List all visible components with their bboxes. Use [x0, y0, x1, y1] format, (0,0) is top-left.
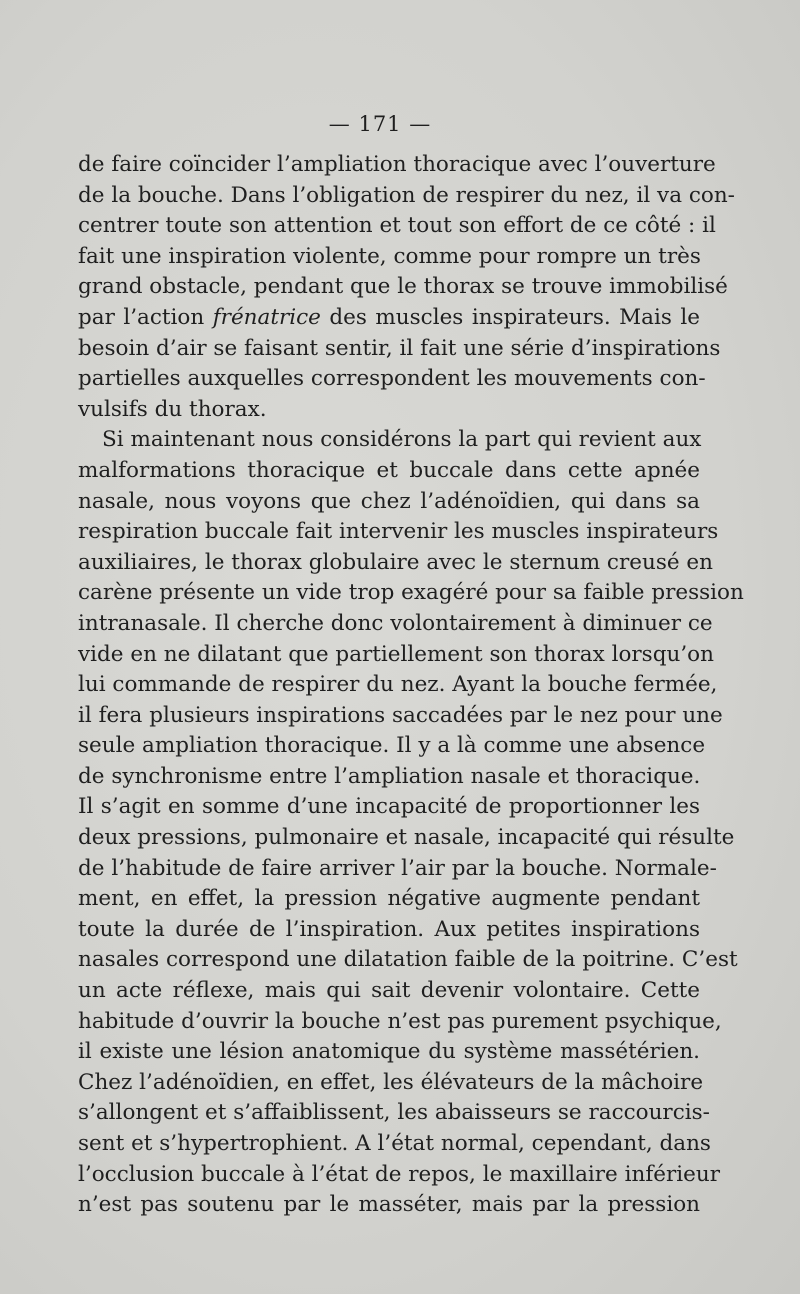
- text-line: n’est pas soutenu par le masséter, mais par la pression: [78, 1192, 700, 1218]
- text-line: Chez l’adénoïdien, en effet, les élévateurs de la mâchoire: [78, 1069, 704, 1095]
- text-line: l’occlusion buccale à l’état de repos, le maxillaire inférieur: [78, 1161, 721, 1187]
- text-line: toute la durée de l’inspiration. Aux petites inspirations: [78, 916, 700, 942]
- text-line: intranasale. Il cherche donc volontairement à diminuer ce: [78, 610, 713, 636]
- text-line: vide en ne dilatant que partiellement son thorax lorsqu’on: [78, 641, 714, 667]
- text-line: habitude d’ouvrir la bouche n’est pas purement psychique,: [78, 1008, 722, 1034]
- text-line: partielles auxquelles correspondent les mouvements con-: [78, 366, 706, 392]
- text-line: Il s’agit en somme d’une incapacité de proportionner les: [78, 794, 700, 820]
- text-line: de synchronisme entre l’ampliation nasale et thoracique.: [78, 763, 701, 789]
- text-line: grand obstacle, pendant que le thorax se trouve immobilisé: [78, 274, 728, 300]
- text-line: nasales correspond une dilatation faible de la poitrine. C’est: [78, 947, 738, 973]
- text-line: un acte réflexe, mais qui sait devenir volontaire. Cette: [78, 978, 700, 1004]
- text-line: ment, en effet, la pression négative augmente pendant: [78, 886, 700, 912]
- text-line: fait une inspiration violente, comme pour rompre un très: [78, 243, 701, 269]
- text-line: centrer toute son attention et tout son effort de ce côté : il: [78, 213, 716, 239]
- text-line: Si maintenant nous considérons la part qui revient aux: [102, 427, 702, 453]
- text-line: vulsifs du thorax.: [78, 396, 267, 422]
- text-line: besoin d’air se faisant sentir, il fait une série d’inspirations: [78, 335, 721, 361]
- text-line: il existe une lésion anatomique du système massétérien.: [78, 1039, 700, 1065]
- text-line: de l’habitude de faire arriver l’air par la bouche. Normale-: [78, 855, 717, 881]
- text-line: auxiliaires, le thorax globulaire avec le sternum creusé en: [78, 549, 713, 575]
- text-line: nasale, nous voyons que chez l’adénoïdien, qui dans sa: [78, 488, 700, 514]
- text-line: deux pressions, pulmonaire et nasale, incapacité qui résulte: [78, 825, 735, 851]
- page-number: — 171 —: [328, 112, 432, 136]
- text-line: il fera plusieurs inspirations saccadées par le nez pour une: [78, 702, 723, 728]
- italic-term: frénatrice: [212, 304, 321, 330]
- text-line: de la bouche. Dans l’obligation de respirer du nez, il va con-: [78, 182, 735, 208]
- text-line: de faire coïncider l’ampliation thoracique avec l’ouverture: [78, 152, 716, 177]
- text-line: malformations thoracique et buccale dans cette apnée: [78, 457, 700, 483]
- text-line: lui commande de respirer du nez. Ayant la bouche fermée,: [78, 672, 718, 698]
- text-line: seule ampliation thoracique. Il y a là comme une absence: [78, 733, 706, 759]
- text-line: carène présente un vide trop exagéré pour sa faible pression: [78, 580, 744, 606]
- text-line: sent et s’hypertrophient. A l’état normal, cependant, dans: [78, 1131, 711, 1156]
- text-line: respiration buccale fait intervenir les muscles inspirateurs: [78, 519, 719, 545]
- text-line: par l’action frénatrice des muscles inspirateurs. Mais le: [78, 304, 700, 330]
- text-line: s’allongent et s’affaiblissent, les abaisseurs se raccourcis-: [78, 1100, 710, 1126]
- body-text: [78, 150, 744, 1221]
